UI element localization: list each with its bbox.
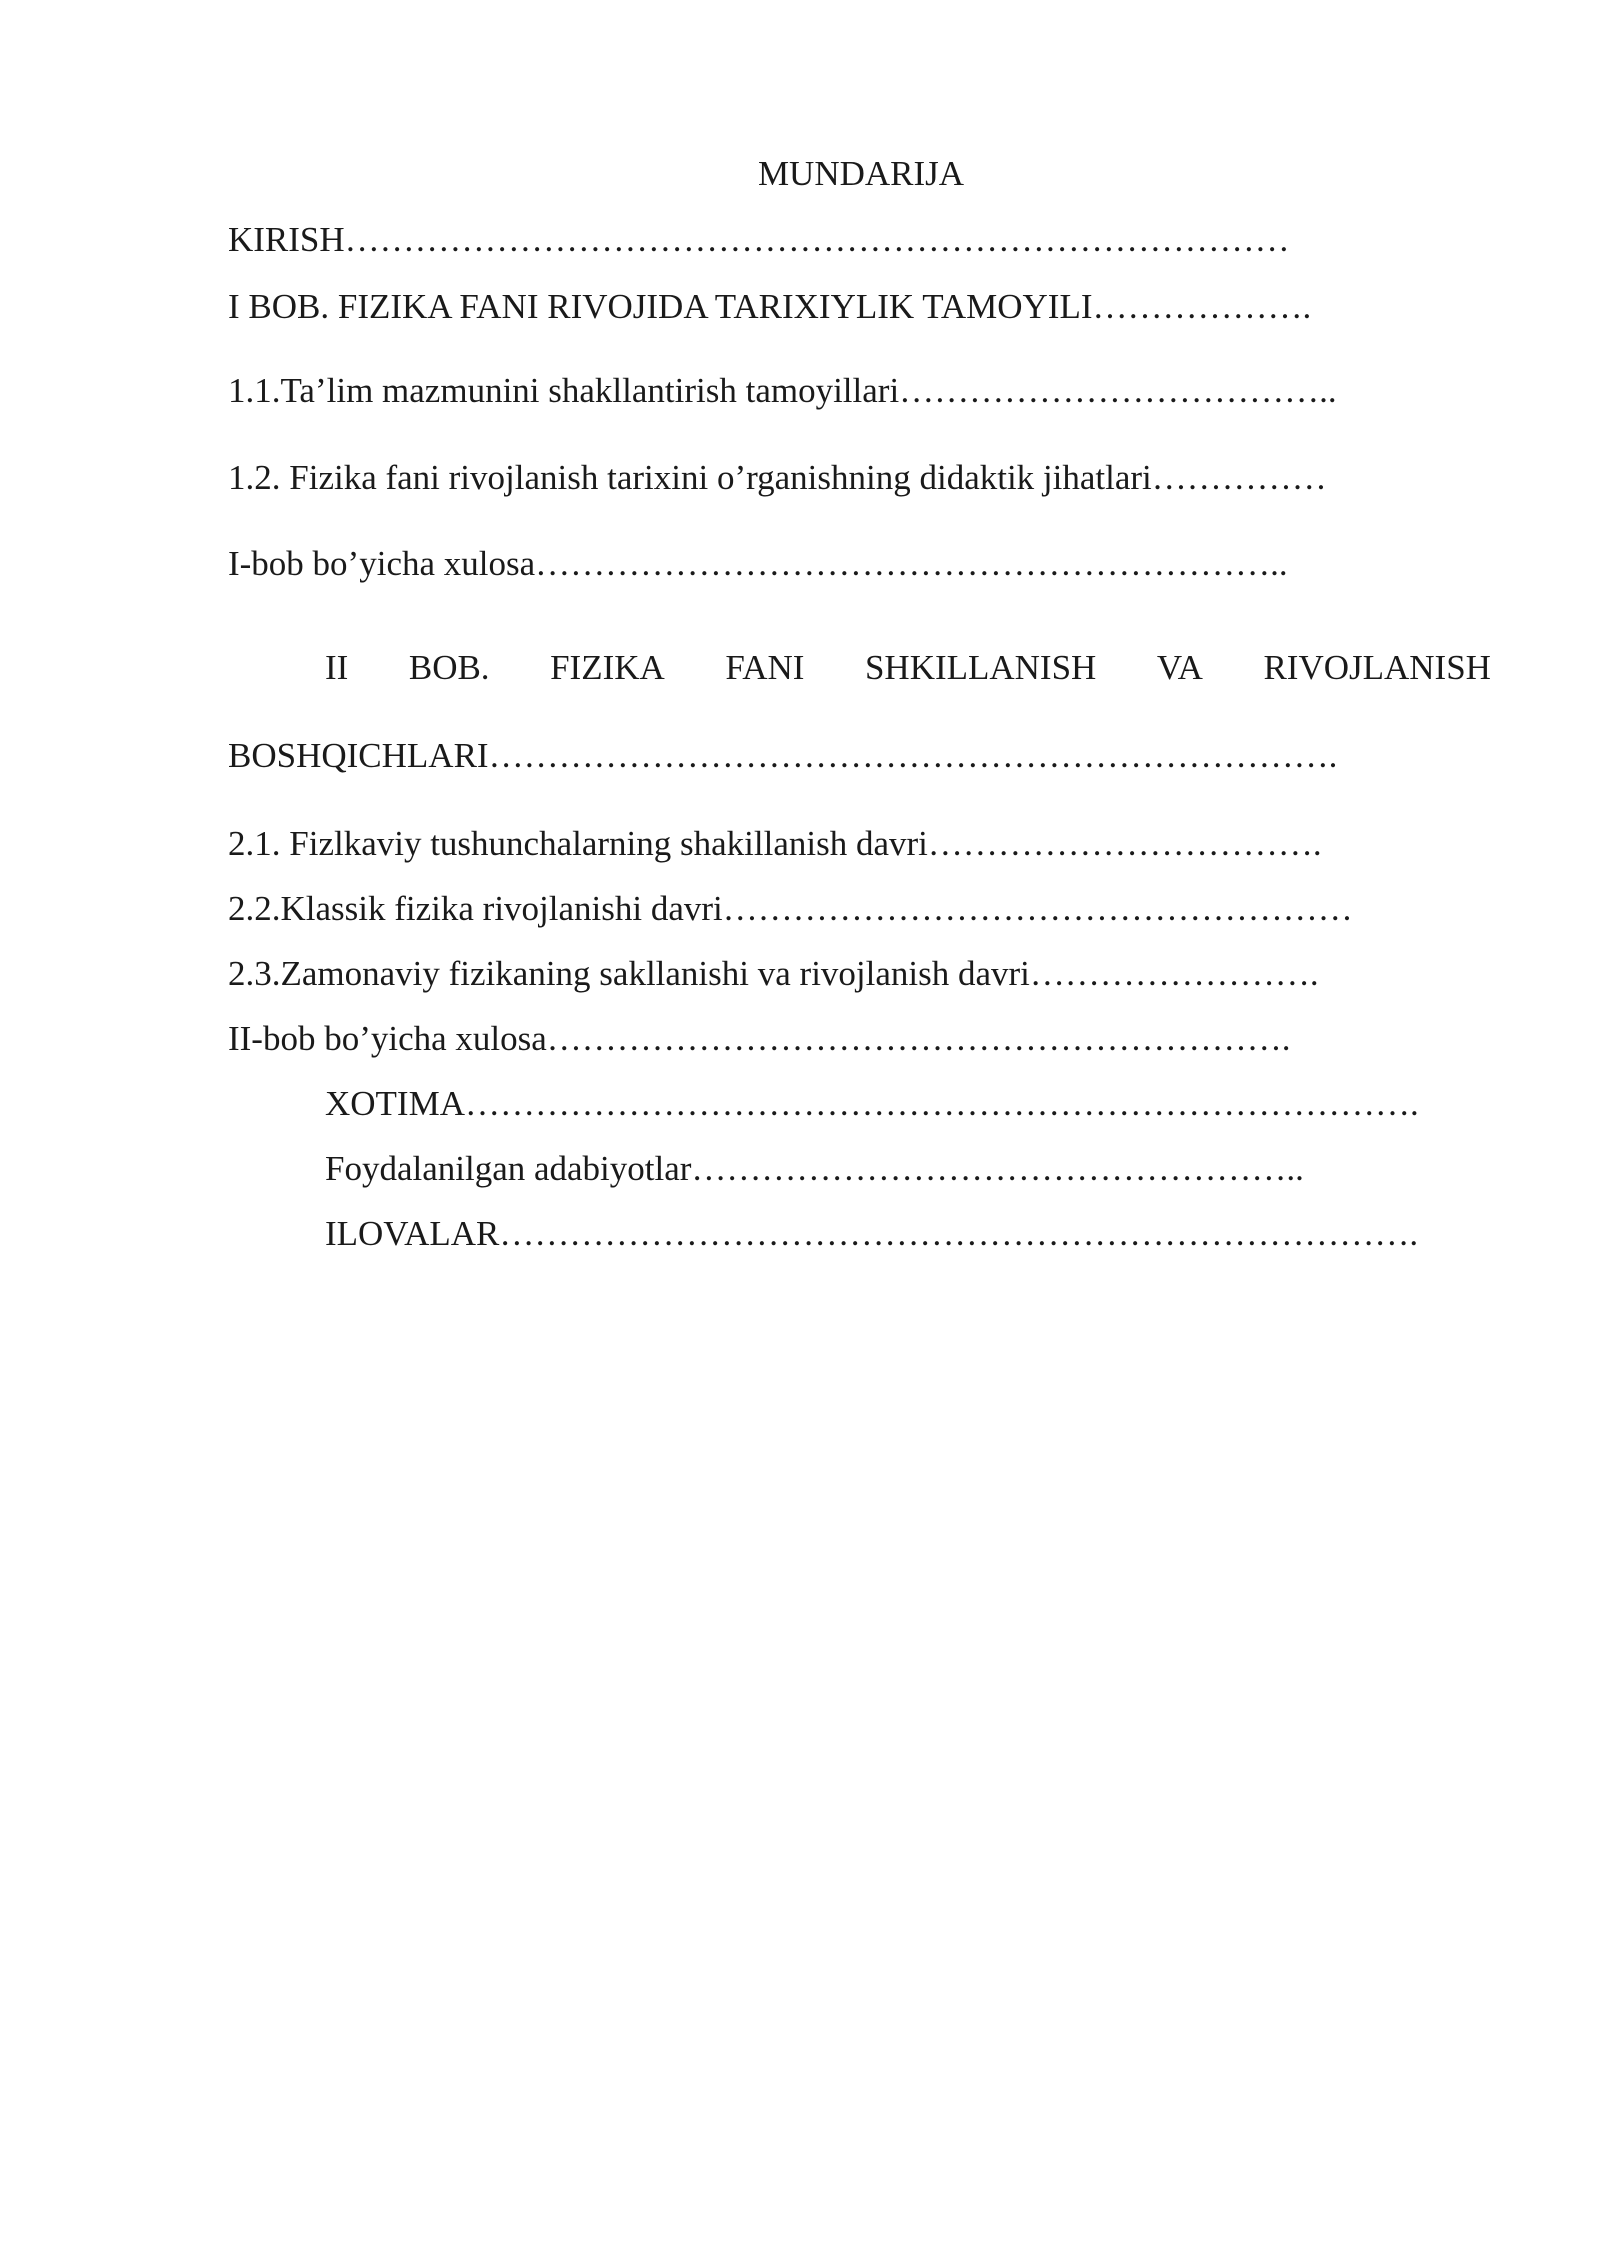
toc-entry-xotima: XOTIMA………………………………………………………………………. <box>325 1084 1419 1123</box>
toc-entry-2-3: 2.3.Zamonaviy fizikaning sakllanishi va rivojlanish davri……………………. <box>228 954 1319 993</box>
toc-entry-chapter-2-heading <box>325 646 1491 690</box>
toc-entry-2-2: 2.2.Klassik fizika rivojlanishi davri……………………………………………… <box>228 889 1353 928</box>
toc-entry-references: Foydalanilgan adabiyotlar…………………………………………….. <box>325 1149 1304 1188</box>
toc-entry-2-1: 2.1. Fizlkaviy tushunchalarning shakillanish davri……………………………. <box>228 824 1322 863</box>
toc-entry-1-1: 1.1.Ta’lim mazmunini shakllantirish tamoyillari……………………………….. <box>228 371 1337 410</box>
toc-entry-chapter-2-heading-cont: BOSHQICHLARI………………………………………………………………. <box>228 736 1338 775</box>
heading-word: FIZIKA <box>550 648 665 687</box>
toc-entry-chapter-1: I BOB. FIZIKA FANI RIVOJIDA TARIXIYLIK TAMOYILI………………. <box>228 287 1312 326</box>
heading-word: BOB. <box>408 648 490 687</box>
heading-word: RIVOJLANISH <box>1263 648 1491 687</box>
heading-word: SHKILLANISH <box>864 648 1097 687</box>
heading-word: II <box>325 648 349 687</box>
toc-entry-appendices: ILOVALAR……………………………………………………………………. <box>325 1214 1419 1253</box>
toc-entry-chapter-2-summary: II-bob bo’yicha xulosa………………………………………………………. <box>228 1019 1291 1058</box>
heading-word: FANI <box>725 648 805 687</box>
heading-word: VA <box>1156 648 1203 687</box>
toc-entry-kirish: KIRISH……………………………………………………………………… <box>228 220 1290 259</box>
toc-entry-1-2: 1.2. Fizika fani rivojlanish tarixini o’rganishning didaktik jihatlari…………… <box>228 458 1327 497</box>
toc-entry-chapter-1-summary: I-bob bo’yicha xulosa……………………………………………………….. <box>228 544 1288 583</box>
page-title: MUNDARIJA <box>757 154 965 193</box>
